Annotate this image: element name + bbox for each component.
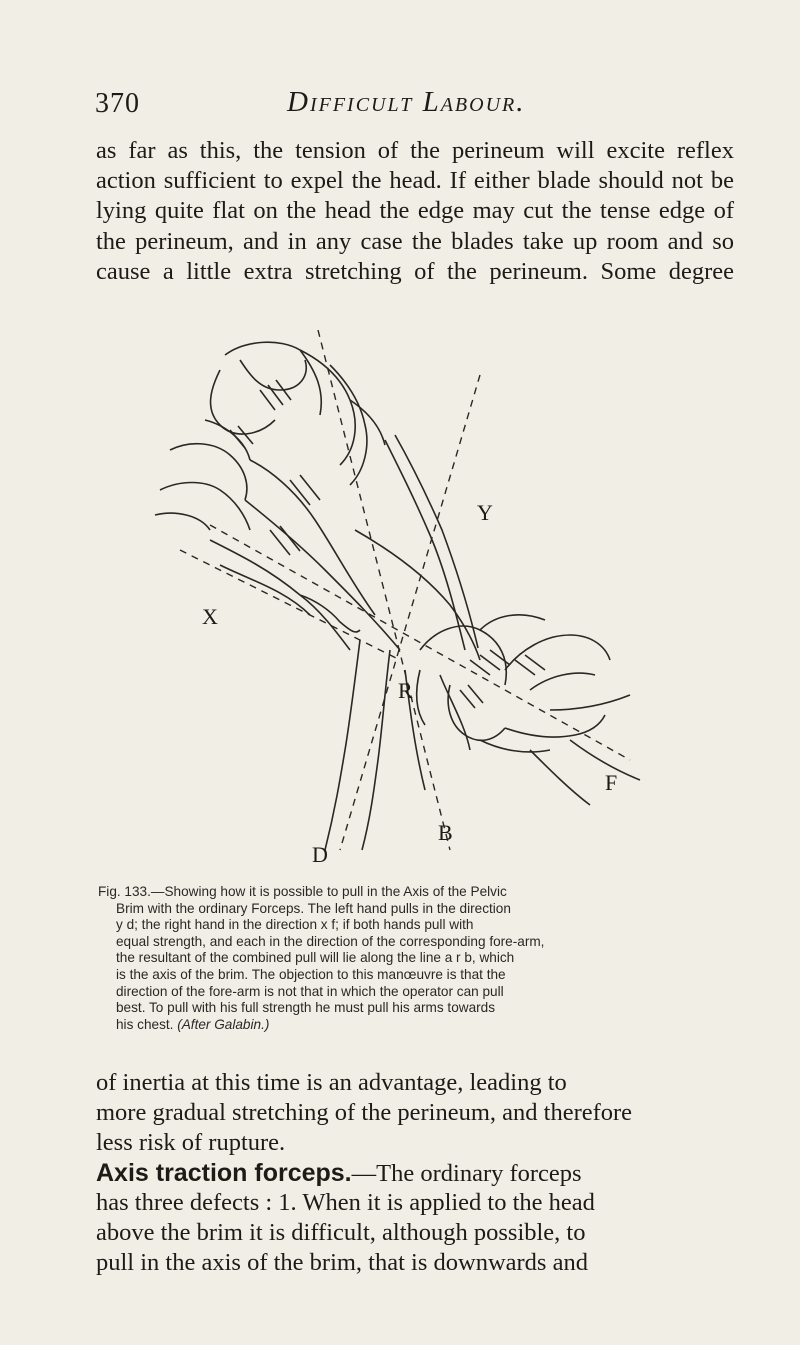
paragraph-3-text: —The ordinary forceps [351, 1160, 582, 1187]
caption-line [98, 1017, 736, 1034]
caption-attribution: (After Galabin.) [177, 1016, 270, 1032]
label-r: R [398, 678, 413, 703]
paragraph-1: as far as this, the tension of the perineum will excite reflex action sufficient to expel the head. If either blade should not be lying quite flat on the head the edge may cut the tense edge of the perineum, and in any case the blades take up room and so cause a little extra stretching of the perineum. Some degree [96, 137, 734, 285]
running-title: Difficult Labour. [287, 86, 526, 118]
line-a-r-b [318, 330, 450, 850]
caption-line: direction of the fore-arm is not that in which the operator can pull [116, 983, 504, 999]
label-f: F [605, 770, 618, 795]
label-b: B [438, 820, 453, 845]
label-x: X [202, 604, 218, 629]
paragraph-3-line-3: above the brim it is difficult, although possible, to [96, 1219, 586, 1246]
caption-line: y d; the right hand in the direction x f; if both hands pull with [116, 917, 474, 933]
paragraph-3-line-1 [96, 1158, 734, 1189]
section-heading: Axis traction forceps. [96, 1159, 352, 1187]
forceps-figure [150, 330, 670, 870]
line-x-f [210, 525, 630, 760]
caption-line: Brim with the ordinary Forceps. The left hand pulls in the direction [116, 900, 511, 916]
figure-caption [98, 884, 736, 1033]
caption-text: his chest. [116, 1016, 174, 1032]
caption-line: Fig. 133.—Showing how it is possible to pull in the Axis of the Pelvic [98, 884, 507, 899]
paragraph-2-line-2: more gradual stretching of the perineum, and therefore [96, 1099, 633, 1126]
line-y-d [340, 375, 480, 850]
paragraph-3-line-4: pull in the axis of the brim, that is downwards and [96, 1249, 588, 1276]
direction-lines [180, 330, 630, 850]
paragraph-2-line-1: of inertia at this time is an advantage, leading to [96, 1069, 567, 1096]
caption-line: best. To pull with his full strength he must pull his arms towards [116, 1000, 496, 1016]
page-header [95, 86, 735, 126]
caption-line: the resultant of the combined pull will lie along the line a r b, which [116, 950, 515, 966]
caption-line: is the axis of the brim. The objection to this manœuvre is that the [116, 966, 506, 982]
paragraph-3-line-2: has three defects : 1. When it is applied to the head [96, 1189, 595, 1216]
label-y: Y [477, 500, 493, 525]
caption-line: equal strength, and each in the direction of the corresponding fore-arm, [116, 933, 545, 949]
left-hand-drawing [155, 342, 400, 650]
label-d: D [312, 842, 328, 867]
page-number: 370 [95, 88, 140, 119]
paragraph-2-line-3: less risk of rupture. [96, 1129, 286, 1156]
